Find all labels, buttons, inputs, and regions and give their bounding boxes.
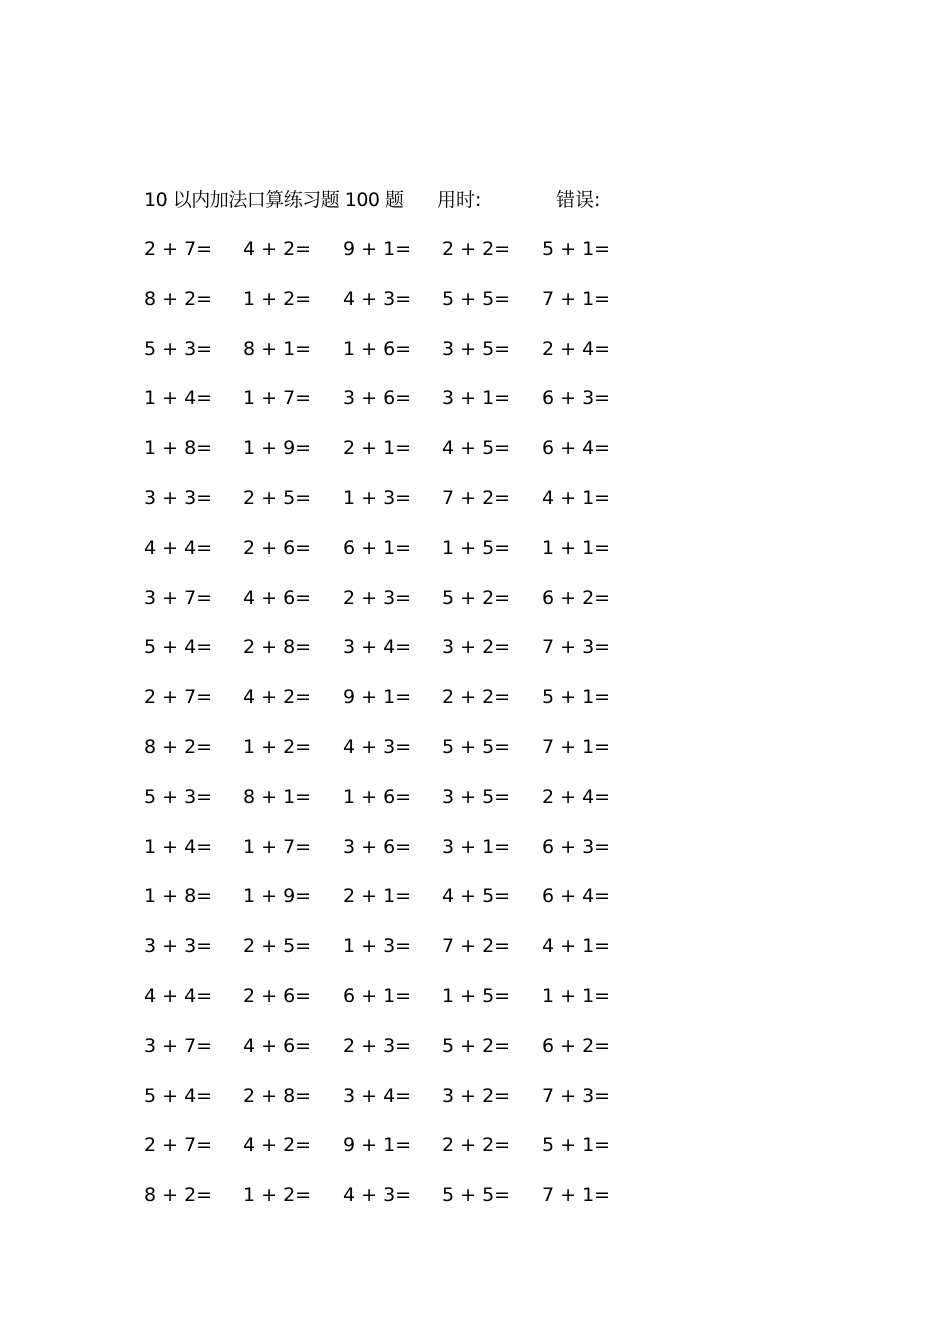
problem-item: 4 + 3= — [343, 287, 412, 310]
problem-item: 1 + 2= — [243, 287, 312, 310]
problem-row — [0, 731, 950, 781]
problem-item: 5 + 1= — [542, 238, 611, 260]
problem-row — [0, 930, 950, 980]
problem-item: 9 + 1= — [343, 1134, 412, 1157]
problem-item: 2 + 3= — [343, 1034, 412, 1057]
problem-item: 1 + 4= — [144, 835, 213, 858]
problem-item: 1 + 8= — [144, 437, 213, 460]
problem-row — [0, 432, 950, 482]
problem-item: 7 + 1= — [542, 1184, 611, 1207]
problem-item: 5 + 5= — [442, 287, 511, 310]
problem-row — [0, 283, 950, 333]
problem-item: 7 + 3= — [542, 636, 611, 659]
problem-item: 6 + 1= — [343, 536, 412, 559]
problem-item: 5 + 1= — [542, 1134, 611, 1157]
problem-item: 3 + 3= — [144, 486, 213, 509]
problem-item: 3 + 5= — [442, 785, 511, 808]
problem-row — [0, 532, 950, 582]
problem-item: 3 + 7= — [144, 1034, 213, 1057]
problem-item: 6 + 2= — [542, 586, 611, 609]
problem-item: 4 + 4= — [144, 984, 213, 1007]
problem-item: 4 + 1= — [542, 486, 611, 509]
problem-item: 3 + 1= — [442, 387, 511, 410]
problem-item: 2 + 6= — [243, 984, 312, 1007]
problem-item: 5 + 2= — [442, 1034, 511, 1057]
problem-item: 2 + 8= — [243, 1084, 312, 1107]
error-count-label: 错误: — [556, 189, 601, 211]
problem-item: 1 + 6= — [343, 337, 412, 360]
problem-item: 8 + 2= — [144, 287, 213, 310]
problem-grid — [0, 233, 950, 1229]
problem-item: 2 + 5= — [243, 935, 312, 958]
problem-item: 8 + 2= — [144, 735, 213, 758]
problem-item: 2 + 1= — [343, 885, 412, 908]
problem-item: 6 + 4= — [542, 885, 611, 908]
problem-item: 8 + 1= — [243, 337, 312, 360]
worksheet-header — [0, 185, 950, 215]
problem-item: 2 + 8= — [243, 636, 312, 659]
problem-item: 7 + 1= — [542, 735, 611, 758]
problem-item: 5 + 5= — [442, 735, 511, 758]
problem-item: 5 + 2= — [442, 586, 511, 609]
problem-item: 1 + 1= — [542, 536, 611, 559]
time-used-label: 用时: — [437, 189, 482, 211]
problem-row — [0, 382, 950, 432]
problem-row — [0, 1080, 950, 1130]
problem-item: 3 + 4= — [343, 636, 412, 659]
problem-item: 5 + 3= — [144, 785, 213, 808]
problem-item: 2 + 7= — [144, 238, 213, 260]
problem-item: 4 + 3= — [343, 1184, 412, 1207]
problem-item: 1 + 5= — [442, 984, 511, 1007]
problem-row — [0, 1179, 950, 1229]
problem-item: 1 + 2= — [243, 735, 312, 758]
problem-item: 1 + 8= — [144, 885, 213, 908]
problem-item: 5 + 3= — [144, 337, 213, 360]
problem-item: 3 + 3= — [144, 935, 213, 958]
problem-item: 3 + 4= — [343, 1084, 412, 1107]
problem-item: 2 + 7= — [144, 1134, 213, 1157]
problem-item: 4 + 5= — [442, 885, 511, 908]
problem-item: 4 + 6= — [243, 586, 312, 609]
problem-item: 2 + 5= — [243, 486, 312, 509]
problem-item: 3 + 2= — [442, 1084, 511, 1107]
problem-item: 4 + 2= — [243, 686, 312, 709]
problem-item: 2 + 1= — [343, 437, 412, 460]
problem-row — [0, 681, 950, 731]
problem-item: 4 + 1= — [542, 935, 611, 958]
problem-item: 6 + 4= — [542, 437, 611, 460]
problem-item: 7 + 2= — [442, 935, 511, 958]
problem-item: 2 + 3= — [343, 586, 412, 609]
problem-row — [0, 233, 950, 283]
problem-item: 2 + 7= — [144, 686, 213, 709]
problem-item: 1 + 3= — [343, 486, 412, 509]
problem-item: 5 + 4= — [144, 636, 213, 659]
problem-row — [0, 631, 950, 681]
problem-item: 1 + 7= — [243, 835, 312, 858]
problem-item: 3 + 2= — [442, 636, 511, 659]
problem-row — [0, 980, 950, 1030]
problem-row — [0, 831, 950, 881]
problem-item: 9 + 1= — [343, 686, 412, 709]
problem-item: 5 + 1= — [542, 686, 611, 709]
problem-item: 8 + 1= — [243, 785, 312, 808]
problem-item: 6 + 3= — [542, 387, 611, 410]
problem-row — [0, 333, 950, 383]
problem-item: 1 + 9= — [243, 885, 312, 908]
problem-row — [0, 482, 950, 532]
problem-item: 4 + 2= — [243, 238, 312, 260]
problem-item: 7 + 1= — [542, 287, 611, 310]
problem-item: 3 + 6= — [343, 835, 412, 858]
problem-item: 4 + 6= — [243, 1034, 312, 1057]
problem-item: 2 + 4= — [542, 337, 611, 360]
problem-item: 1 + 5= — [442, 536, 511, 559]
problem-item: 1 + 2= — [243, 1184, 312, 1207]
problem-item: 8 + 2= — [144, 1184, 213, 1207]
problem-item: 4 + 3= — [343, 735, 412, 758]
problem-item: 6 + 1= — [343, 984, 412, 1007]
problem-item: 1 + 7= — [243, 387, 312, 410]
worksheet-title: 10 以内加法口算练习题 100 题 — [144, 189, 404, 211]
problem-item: 4 + 2= — [243, 1134, 312, 1157]
problem-row — [0, 582, 950, 632]
problem-item: 6 + 3= — [542, 835, 611, 858]
problem-item: 7 + 3= — [542, 1084, 611, 1107]
problem-item: 1 + 4= — [144, 387, 213, 410]
problem-item: 1 + 3= — [343, 935, 412, 958]
problem-item: 2 + 2= — [442, 238, 511, 260]
problem-item: 3 + 5= — [442, 337, 511, 360]
problem-item: 5 + 5= — [442, 1184, 511, 1207]
problem-row — [0, 880, 950, 930]
problem-item: 2 + 2= — [442, 1134, 511, 1157]
problem-item: 2 + 4= — [542, 785, 611, 808]
problem-row — [0, 1129, 950, 1179]
problem-item: 1 + 6= — [343, 785, 412, 808]
problem-item: 7 + 2= — [442, 486, 511, 509]
problem-item: 9 + 1= — [343, 238, 412, 260]
problem-item: 2 + 2= — [442, 686, 511, 709]
problem-item: 4 + 5= — [442, 437, 511, 460]
problem-item: 5 + 4= — [144, 1084, 213, 1107]
problem-row — [0, 781, 950, 831]
problem-item: 3 + 7= — [144, 586, 213, 609]
problem-row — [0, 1030, 950, 1080]
problem-item: 4 + 4= — [144, 536, 213, 559]
problem-item: 3 + 1= — [442, 835, 511, 858]
problem-item: 6 + 2= — [542, 1034, 611, 1057]
problem-item: 1 + 9= — [243, 437, 312, 460]
problem-item: 2 + 6= — [243, 536, 312, 559]
problem-item: 3 + 6= — [343, 387, 412, 410]
problem-item: 1 + 1= — [542, 984, 611, 1007]
